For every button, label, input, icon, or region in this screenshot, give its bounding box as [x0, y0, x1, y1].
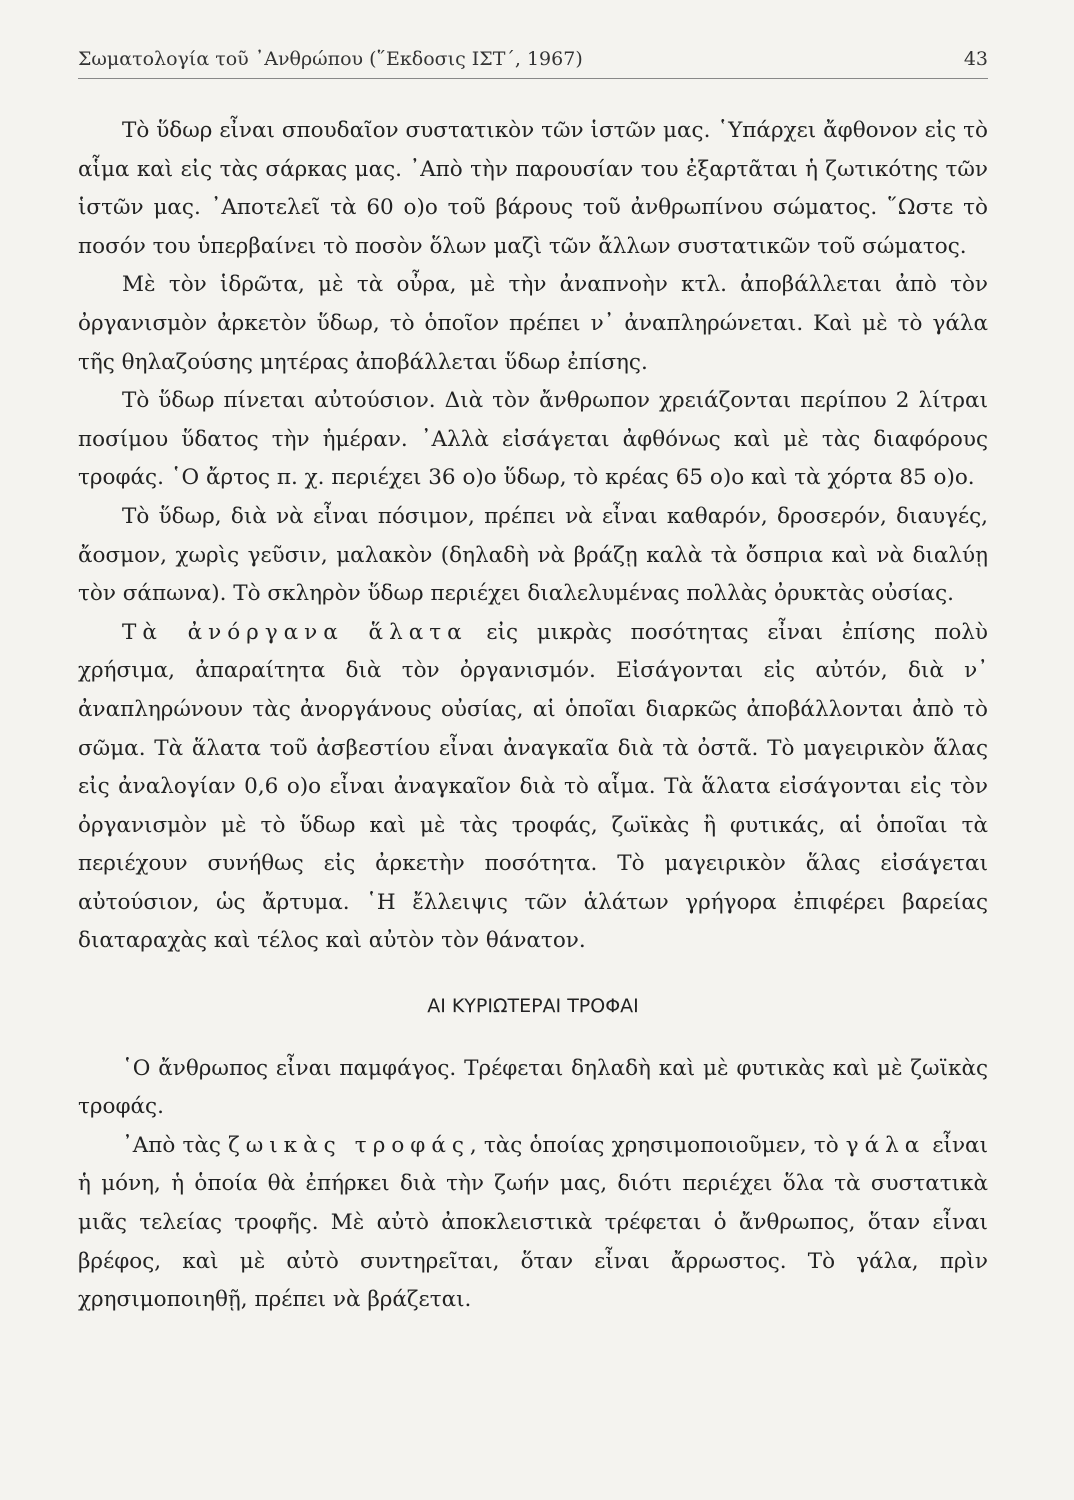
page-number: 43 — [963, 48, 988, 70]
paragraph-water-1: Τὸ ὕδωρ εἶναι σπουδαῖον συστατικὸν τῶν ἱστῶν μας. ῾Υπάρχει ἄφθονον εἰς τὸ αἷμα καὶ εἰς τὰς σάρκας μας. ᾿Απὸ τὴν παρουσίαν του ἐξαρτᾶται ἡ ζωτικότης τῶν ἱστῶν μας. ᾿Αποτελεῖ τὰ 60 ο)ο τοῦ βάρους τοῦ ἀνθρωπίνου σώματος. ῞Ωστε τὸ ποσόν του ὑπερβαίνει τὸ ποσὸν ὅλων μαζὶ τῶν ἄλλων συστατικῶν τοῦ σώματος. — [78, 118, 988, 259]
section-heading: ΑΙ ΚΥΡΙΩΤΕΡΑΙ ΤΡΟΦΑΙ — [427, 995, 639, 1018]
page-body — [78, 112, 988, 1320]
milk-rest: εἶναι ἡ μόνη, ἡ ὁποία θὰ ἐπήρκει διὰ τὴν ζωήν μας, διότι περιέχει ὅλα τὰ συστατικὰ μιᾶς τελείας τροφῆς. Μὲ αὐτὸ ἀποκλειστικὰ τρέφεται ὁ ἄνθρωπος, ὅταν εἶναι βρέφος, καὶ μὲ αὐτὸ συντηρεῖται, ὅταν εἶναι ἄρρωστος. Τὸ γάλα, πρὶν χρησιμοποιηθῇ, πρέπει νὰ βράζεται. — [78, 1132, 989, 1313]
salts-text: εἰς μικρὰς ποσότητας εἶναι ἐπίσης πολὺ χρήσιμα, ἀπαραίτητα διὰ τὸν ὀργανισμόν. Εἰσάγονται εἰς αὐτόν, διὰ ν᾿ ἀναπληρώνουν τὰς ἀνοργάνους οὐσίας, αἱ ὁποῖαι διαρκῶς ἀποβάλλονται ἀπὸ τὸ σῶμα. Τὰ ἅλατα τοῦ ἀσβεστίου εἶναι ἀναγκαῖα διὰ τὰ ὀστᾶ. Τὸ μαγειρικὸν ἅλας εἰς ἀναλογίαν 0,6 ο)ο εἶναι ἀναγκαῖον διὰ τὸ αἷμα. Τὰ ἅλατα εἰσάγονται εἰς τὸν ὀργανισμὸν μὲ τὸ ὕδωρ καὶ μὲ τὰς τροφάς, ζωϊκὰς ἢ φυτικάς, αἱ ὁποῖαι τὰ περιέχουν συνήθως εἰς ἀρκετὴν ποσότητα. Τὸ μαγειρικὸν ἅλας εἰσάγεται αὐτούσιον, ὡς ἄρτυμα. ῾Η ἔλλειψις τῶν ἁλάτων γρήγορα ἐπιφέρει βαρείας διαταραχὰς καὶ τέλος καὶ αὐτὸν τὸν θάνατον. — [78, 619, 988, 954]
spaced-term-salts: Τὰ ἀνόργανα ἅλατα — [122, 619, 468, 645]
spaced-term-animal-foods: ζωικὰς τροφάς — [228, 1132, 470, 1158]
paragraph-salts — [78, 614, 988, 961]
running-header — [78, 48, 988, 79]
paragraph-water-3: Τὸ ὕδωρ πίνεται αὐτούσιον. Διὰ τὸν ἄνθρωπον χρειάζονται περίπου 2 λίτραι ποσίμου ὕδατος τὴν ἡμέραν. ᾿Αλλὰ εἰσάγεται ἀφθόνως καὶ μὲ τὰς διαφόρους τροφάς. ῾Ο ἄρτος π. χ. περιέχει 36 ο)ο ὕδωρ, τὸ κρέας 65 ο)ο καὶ τὰ χόρτα 85 ο)ο. — [78, 388, 988, 491]
running-title: Σωματολογία τοῦ ᾿Ανθρώπου (῞Εκδοσις ΙΣΤ΄, 1967) — [78, 48, 583, 70]
milk-intro: ᾿Απὸ τὰς — [122, 1132, 229, 1158]
milk-mid: , τὰς ὁποίας χρησιμοποιοῦμεν, τὸ — [469, 1132, 846, 1158]
paragraph-foods: ῾Ο ἄνθρωπος εἶναι παμφάγος. Τρέφεται δηλαδὴ καὶ μὲ φυτικὰς καὶ μὲ ζωϊκὰς τροφάς. — [78, 1055, 988, 1120]
spaced-term-milk: γάλα — [845, 1132, 926, 1158]
paragraph-water-4: Τὸ ὕδωρ, διὰ νὰ εἶναι πόσιμον, πρέπει νὰ εἶναι καθαρόν, δροσερόν, διαυγές, ἄοσμον, χωρὶς γεῦσιν, μαλακὸν (δηλαδὴ νὰ βράζῃ καλὰ τὰ ὄσπρια καὶ νὰ διαλύῃ τὸν σάπωνα). Τὸ σκληρὸν ὕδωρ περιέχει διαλελυμένας πολλὰς ὀρυκτὰς οὐσίας. — [78, 503, 988, 607]
paragraph-milk — [78, 1127, 988, 1320]
paragraph-water-2: Μὲ τὸν ἱδρῶτα, μὲ τὰ οὖρα, μὲ τὴν ἀναπνοὴν κτλ. ἀποβάλλεται ἀπὸ τὸν ὀργανισμὸν ἀρκετὸν ὕδωρ, τὸ ὁποῖον πρέπει ν᾿ ἀναπληρώνεται. Καὶ μὲ τὸ γάλα τῆς θηλαζούσης μητέρας ἀποβάλλεται ὕδωρ ἐπίσης. — [78, 272, 988, 375]
